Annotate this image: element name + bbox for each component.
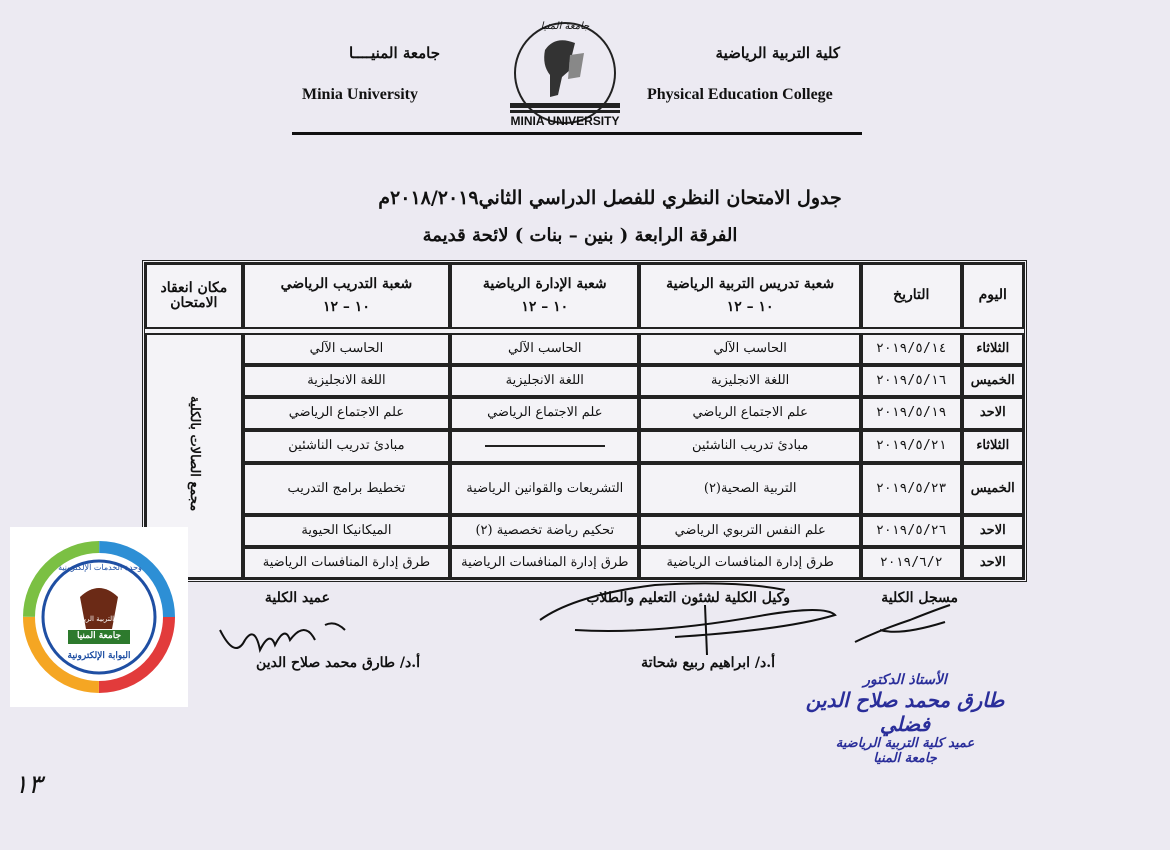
vice-dean-signature	[535, 575, 855, 665]
stamp-line-1: الأستاذ الدكتور	[863, 672, 947, 688]
row-day: الخميس	[962, 463, 1024, 515]
vice-dean-label: وكيل الكلية لشئون التعليم والطلاب	[586, 590, 790, 606]
row-day: الثلاثاء	[962, 430, 1024, 463]
exam-place-text: مجمع الصالات بالكلية	[187, 396, 202, 512]
dean-signature	[215, 610, 355, 665]
logo-middle-text: كلية التربية الرياضية	[70, 615, 128, 623]
university-name-en: Minia University	[302, 86, 418, 103]
header-date: التاريخ	[861, 263, 962, 329]
row-date: ٢٠١٩/٥/٢٣	[861, 463, 962, 515]
row-date: ٢٠١٩/٥/٢١	[861, 430, 962, 463]
seal-top-text: جامعة المنيا	[540, 21, 590, 32]
e-portal-logo	[10, 527, 188, 707]
university-name-ar: جامعة المنيــــا	[349, 44, 440, 62]
stamp-line-2: طارق محمد صلاح الدين فضلي	[805, 688, 1005, 736]
row-subject-training: علم الاجتماع الرياضي	[243, 397, 450, 430]
empty-dash	[485, 445, 605, 447]
college-name-en: Physical Education College	[647, 86, 833, 103]
row-day: الخميس	[962, 365, 1024, 397]
row-subject-training: الحاسب الآلي	[243, 333, 450, 365]
document-subtitle: الفرقة الرابعة ( بنين – بنات ) لائحة قديمة	[422, 225, 738, 246]
table-row	[145, 365, 1024, 397]
row-subject-management: الحاسب الآلي	[450, 333, 639, 365]
vice-dean-name: أ.د/ ابراهيم ربيع شحاتة	[641, 655, 775, 671]
seal-bottom-text: MINIA UNIVERSITY	[510, 114, 620, 128]
row-subject-teaching: علم النفس التربوي الرياضي	[639, 515, 861, 547]
stamp-line-3: عميد كلية التربية الرياضية	[835, 736, 975, 751]
row-date: ٢٠١٩/٥/٢٦	[861, 515, 962, 547]
registrar-label: مسجل الكلية	[881, 590, 958, 606]
stamp-line-4: جامعة المنيا	[873, 751, 937, 766]
row-subject-teaching: التربية الصحية(٢)	[639, 463, 861, 515]
page-number-mark: ١٣	[14, 770, 42, 800]
dean-stamp	[780, 672, 1030, 772]
college-name-ar: كلية التربية الرياضية	[715, 44, 840, 62]
logo-bottom-text: البوابة الإلكترونية	[67, 651, 131, 661]
table-row	[145, 430, 1024, 463]
row-subject-training: مبادئ تدريب الناشئين	[243, 430, 450, 463]
row-subject-management-empty	[450, 430, 639, 463]
row-day: الاحد	[962, 397, 1024, 430]
row-subject-management: طرق إدارة المنافسات الرياضية	[450, 547, 639, 579]
dean-label: عميد الكلية	[264, 590, 330, 606]
row-subject-teaching: اللغة الانجليزية	[639, 365, 861, 397]
logo-badge-text: جامعة المنيا	[76, 631, 122, 641]
row-date: ٢٠١٩/٥/١٩	[861, 397, 962, 430]
row-subject-teaching: الحاسب الآلي	[639, 333, 861, 365]
registrar-signature	[850, 600, 960, 650]
table-row	[145, 397, 1024, 430]
logo-top-text: وحدة الخدمات الإلكترونية	[58, 563, 142, 572]
table-row	[145, 515, 1024, 547]
row-date: ٢٠١٩/٥/١٤	[861, 333, 962, 365]
dean-name: أ.د/ طارق محمد صلاح الدين	[256, 655, 420, 671]
header-day: اليوم	[962, 263, 1024, 329]
row-date: ٢٠١٩/٥/١٦	[861, 365, 962, 397]
header-divider	[292, 132, 862, 135]
row-subject-management: تحكيم رياضة تخصصية (٢)	[450, 515, 639, 547]
row-subject-training: تخطيط برامج التدريب	[243, 463, 450, 515]
header-exam-place: مكان انعقاد الامتحان	[145, 263, 243, 329]
row-date: ٢٠١٩/٦/٢	[861, 547, 962, 579]
university-seal-logo	[500, 15, 630, 130]
row-day: الثلاثاء	[962, 333, 1024, 365]
row-subject-training: طرق إدارة المنافسات الرياضية	[243, 547, 450, 579]
header-training-division: شعبة التدريب الرياضي ١٠ – ١٢	[243, 263, 450, 329]
row-subject-management: علم الاجتماع الرياضي	[450, 397, 639, 430]
table-row	[145, 333, 1024, 365]
table-row	[145, 463, 1024, 515]
document-title: جدول الامتحان النظري للفصل الدراسي الثاني٢٠١٨/٢٠١٩م	[378, 187, 842, 209]
row-subject-training: الميكانيكا الحيوية	[243, 515, 450, 547]
header-management-division: شعبة الإدارة الرياضية ١٠ – ١٢	[450, 263, 639, 329]
exam-schedule-table	[142, 260, 1027, 582]
row-subject-management: اللغة الانجليزية	[450, 365, 639, 397]
row-subject-training: اللغة الانجليزية	[243, 365, 450, 397]
row-subject-teaching: طرق إدارة المنافسات الرياضية	[639, 547, 861, 579]
row-subject-management: التشريعات والقوانين الرياضية	[450, 463, 639, 515]
row-subject-teaching: مبادئ تدريب الناشئين	[639, 430, 861, 463]
table-header-row	[145, 263, 1024, 329]
row-day: الاحد	[962, 515, 1024, 547]
row-day: الاحد	[962, 547, 1024, 579]
row-subject-teaching: علم الاجتماع الرياضي	[639, 397, 861, 430]
header-teaching-division: شعبة تدريس التربية الرياضية ١٠ – ١٢	[639, 263, 861, 329]
